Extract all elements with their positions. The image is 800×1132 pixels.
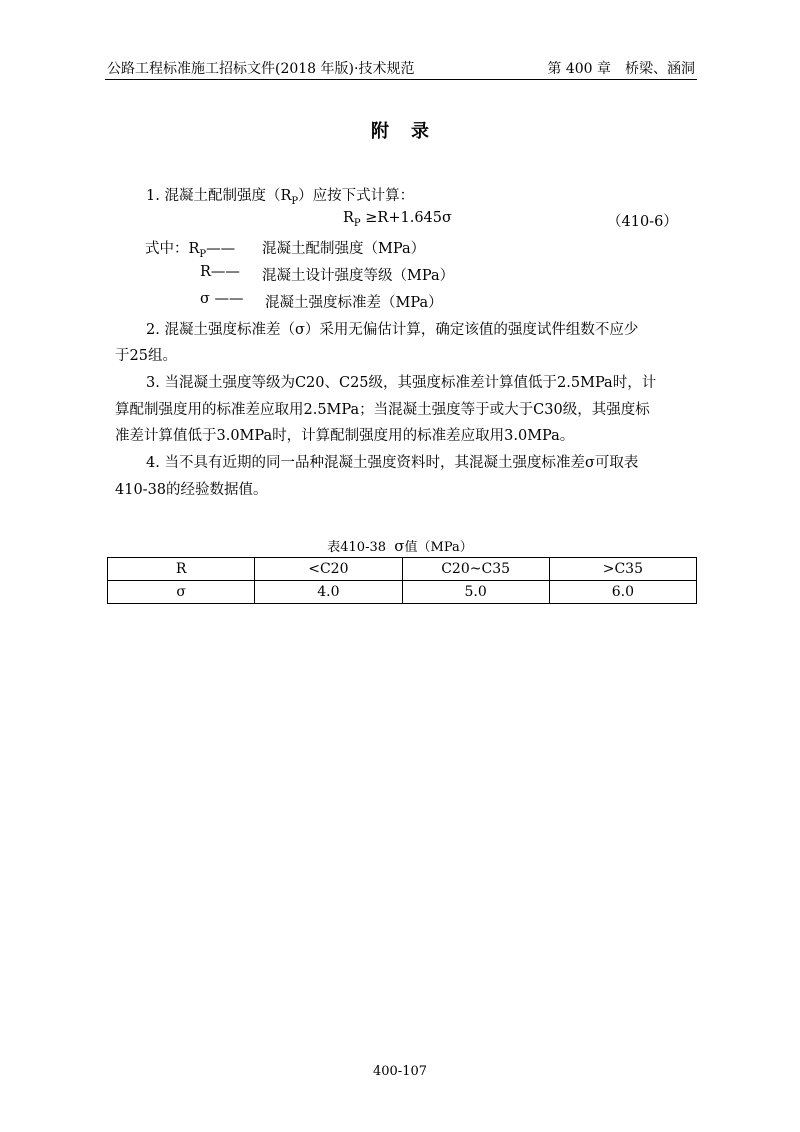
table-header-cell: <C20: [255, 558, 402, 581]
item-1: [146, 184, 414, 207]
definition-sigma-symbol: σ ——: [200, 291, 244, 307]
formula-r: R: [343, 210, 354, 226]
definition-rp-dash: ——: [206, 241, 236, 257]
page-title: 附录: [371, 121, 451, 142]
formula-rest: ≥R+1.645σ: [360, 210, 452, 226]
sigma-table: [107, 557, 697, 604]
table-caption: [0, 536, 800, 555]
table-cell: 5.0: [402, 581, 549, 604]
item-3-line-3: 准差计算值低于3.0MPa时，计算配制强度用的标准差应取用3.0MPa。: [115, 428, 575, 444]
item-1-subscript: P: [291, 195, 299, 207]
table-cell: 6.0: [549, 581, 696, 604]
formula-number: （410-6）: [607, 214, 678, 230]
definition-rp-subscript: P: [199, 248, 207, 260]
definition-r-symbol: R——: [200, 264, 240, 280]
item-3-line-1: 3. 当混凝土强度等级为C20、C25级，其强度标准差计算值低于2.5MPa时，计: [146, 375, 657, 391]
table-caption-symbol: σ: [394, 537, 405, 555]
header-document-title: 公路工程标准施工招标文件(2018 年版)·技术规范: [107, 61, 415, 77]
page-number: 400-107: [372, 1064, 428, 1079]
item-4-line-1: 4. 当不具有近期的同一品种混凝土强度资料时，其混凝土强度标准差σ可取表: [146, 455, 639, 471]
item-2-line-1: 2. 混凝土强度标准差（σ）采用无偏估计算，确定该值的强度试件组数不应少: [146, 322, 639, 338]
item-1-end: ）应按下式计算：: [298, 188, 415, 204]
header-rule: [105, 79, 697, 80]
table-header-cell: C20~C35: [402, 558, 549, 581]
formula-subscript: P: [353, 217, 361, 229]
table-header-cell: >C35: [549, 558, 696, 581]
definition-r-text: 混凝土设计强度等级（MPa）: [262, 268, 455, 284]
header-chapter: 第 400 章 桥梁、涵洞: [547, 61, 695, 77]
table-caption-text: 值（MPa）: [404, 540, 473, 555]
table-header-cell: R: [108, 558, 255, 581]
table-header-row: [108, 558, 697, 581]
item-2-line-2: 于25组。: [115, 348, 177, 364]
table-cell: σ: [108, 581, 255, 604]
definition-rp-text: 混凝土配制强度（MPa）: [262, 241, 426, 257]
table-caption-number: 表410-38: [327, 540, 386, 555]
definition-rp: [145, 237, 235, 260]
table-cell: 4.0: [255, 581, 402, 604]
item-1-text: 1. 混凝土配制强度（R: [146, 188, 292, 204]
item-3-line-2: 算配制强度用的标准差应取用2.5MPa；当混凝土强度等于或大于C30级，其强度标: [115, 402, 650, 418]
definition-sigma-text: 混凝土强度标准差（MPa）: [265, 295, 443, 311]
definition-rp-symbol: 式中：R: [145, 241, 200, 257]
item-4-line-2: 410-38的经验数据值。: [115, 482, 268, 498]
formula: [343, 210, 452, 229]
table-row: [108, 581, 697, 604]
